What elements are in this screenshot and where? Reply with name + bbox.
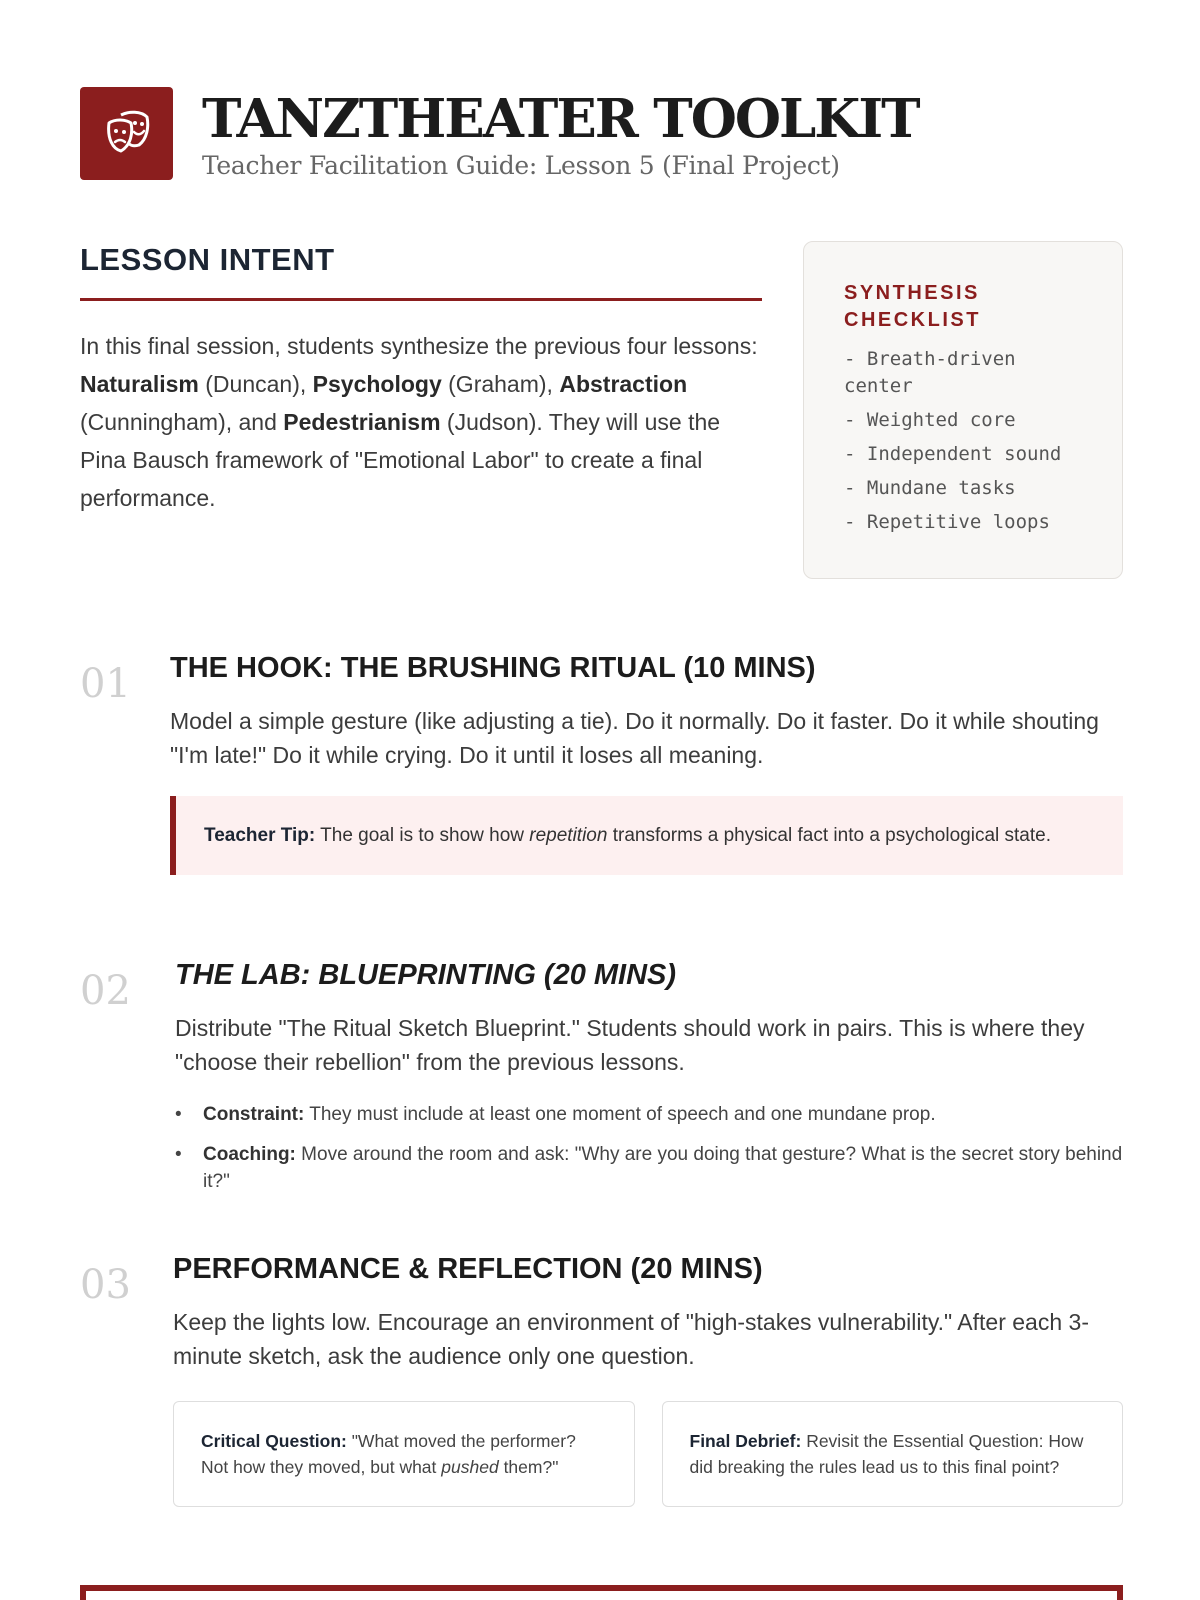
checklist-item: - Repetitive loops [844,511,1050,533]
intent-text-part: (Cunningham), and [80,409,284,435]
theater-masks-icon [101,105,153,162]
bullet-label: Constraint: [203,1104,305,1125]
card-label: Final Debrief: [689,1431,802,1451]
card-text: "What moved the performer? Not how they moved, but what [201,1431,576,1477]
step-title: THE LAB: BLUEPRINTING (20 MINS) [175,959,677,991]
step-text: Distribute "The Ritual Sketch Blueprint." Students should work in pairs. This is where they "choose their rebellion" from the previous lessons. [175,1015,1085,1075]
page-title: TANZTHEATER TOOLKIT [202,88,919,150]
checklist-title: SYNTHESIS CHECKLIST [844,282,981,331]
final-debrief-card [662,1401,1124,1507]
tip-emphasis: repetition [529,825,608,846]
step-text: Model a simple gesture (like adjusting a tie). Do it normally. Do it faster. Do it while shouting "I'm late!" Do it while crying. Do it until it loses all meaning. [170,708,1099,768]
intent-term-abstraction: Abstraction [559,371,688,397]
intent-text-part: (Duncan), [198,371,313,397]
bullet-label: Coaching: [203,1144,296,1165]
step-number: 02 [80,968,131,1014]
tip-text: The goal is to show how [315,825,530,846]
bottom-frame [80,1585,1123,1600]
step-bullets [175,1101,1123,1195]
checklist-items [844,346,1082,536]
step-content [173,1251,1123,1507]
intent-term-pedestrianism: Pedestrianism [283,409,441,435]
lesson-intent-section [80,240,762,517]
page-subtitle: Teacher Facilitation Guide: Lesson 5 (Final Project) [202,151,840,180]
step-title: THE HOOK: THE BRUSHING RITUAL (10 MINS) [170,652,816,684]
step-content [175,957,1123,1208]
step-number: 03 [80,1262,131,1308]
logo [80,87,173,180]
checklist-item: - Breath-driven center [844,348,1016,397]
lesson-intent-heading: LESSON INTENT [80,240,762,301]
step-content [170,650,1123,875]
list-item [175,1141,1123,1195]
card-emphasis: pushed [441,1457,499,1477]
step-number: 01 [80,661,131,707]
checklist-item: - Mundane tasks [844,477,1016,499]
bullet-text: Move around the room and ask: "Why are you doing that gesture? What is the secret story behind it?" [203,1144,1123,1192]
critical-question-card [173,1401,635,1507]
lesson-intent-text [80,327,762,517]
intent-term-naturalism: Naturalism [80,371,199,397]
checklist-item: - Independent sound [844,443,1062,465]
intent-text-part: (Graham), [441,371,560,397]
intent-term-psychology: Psychology [312,371,442,397]
card-label: Critical Question: [201,1431,347,1451]
step-title: PERFORMANCE & REFLECTION (20 MINS) [173,1253,763,1285]
intent-text-part: In this final session, students synthesize the previous four lessons: [80,333,758,359]
card-text: them?" [498,1457,559,1477]
checklist-item: - Weighted core [844,409,1016,431]
intent-text-part: (Judson). They will use the Pina Bausch framework of "Emotional Labor" to create a final performance. [80,409,721,511]
reflection-cards [173,1401,1123,1507]
synthesis-checklist [803,241,1123,579]
tip-label: Teacher Tip: [204,825,316,846]
step-text: Keep the lights low. Encourage an environment of "high-stakes vulnerability." After each 3-minute sketch, ask the audience only one question. [173,1309,1089,1369]
bullet-text: They must include at least one moment of speech and one mundane prop. [304,1104,936,1125]
list-item [175,1101,1123,1128]
page-header [80,87,1120,183]
teacher-tip [170,796,1123,875]
tip-text: transforms a physical fact into a psychological state. [607,825,1051,846]
card-text: Revisit the Essential Question: How did breaking the rules lead us to this final point? [689,1431,1084,1477]
